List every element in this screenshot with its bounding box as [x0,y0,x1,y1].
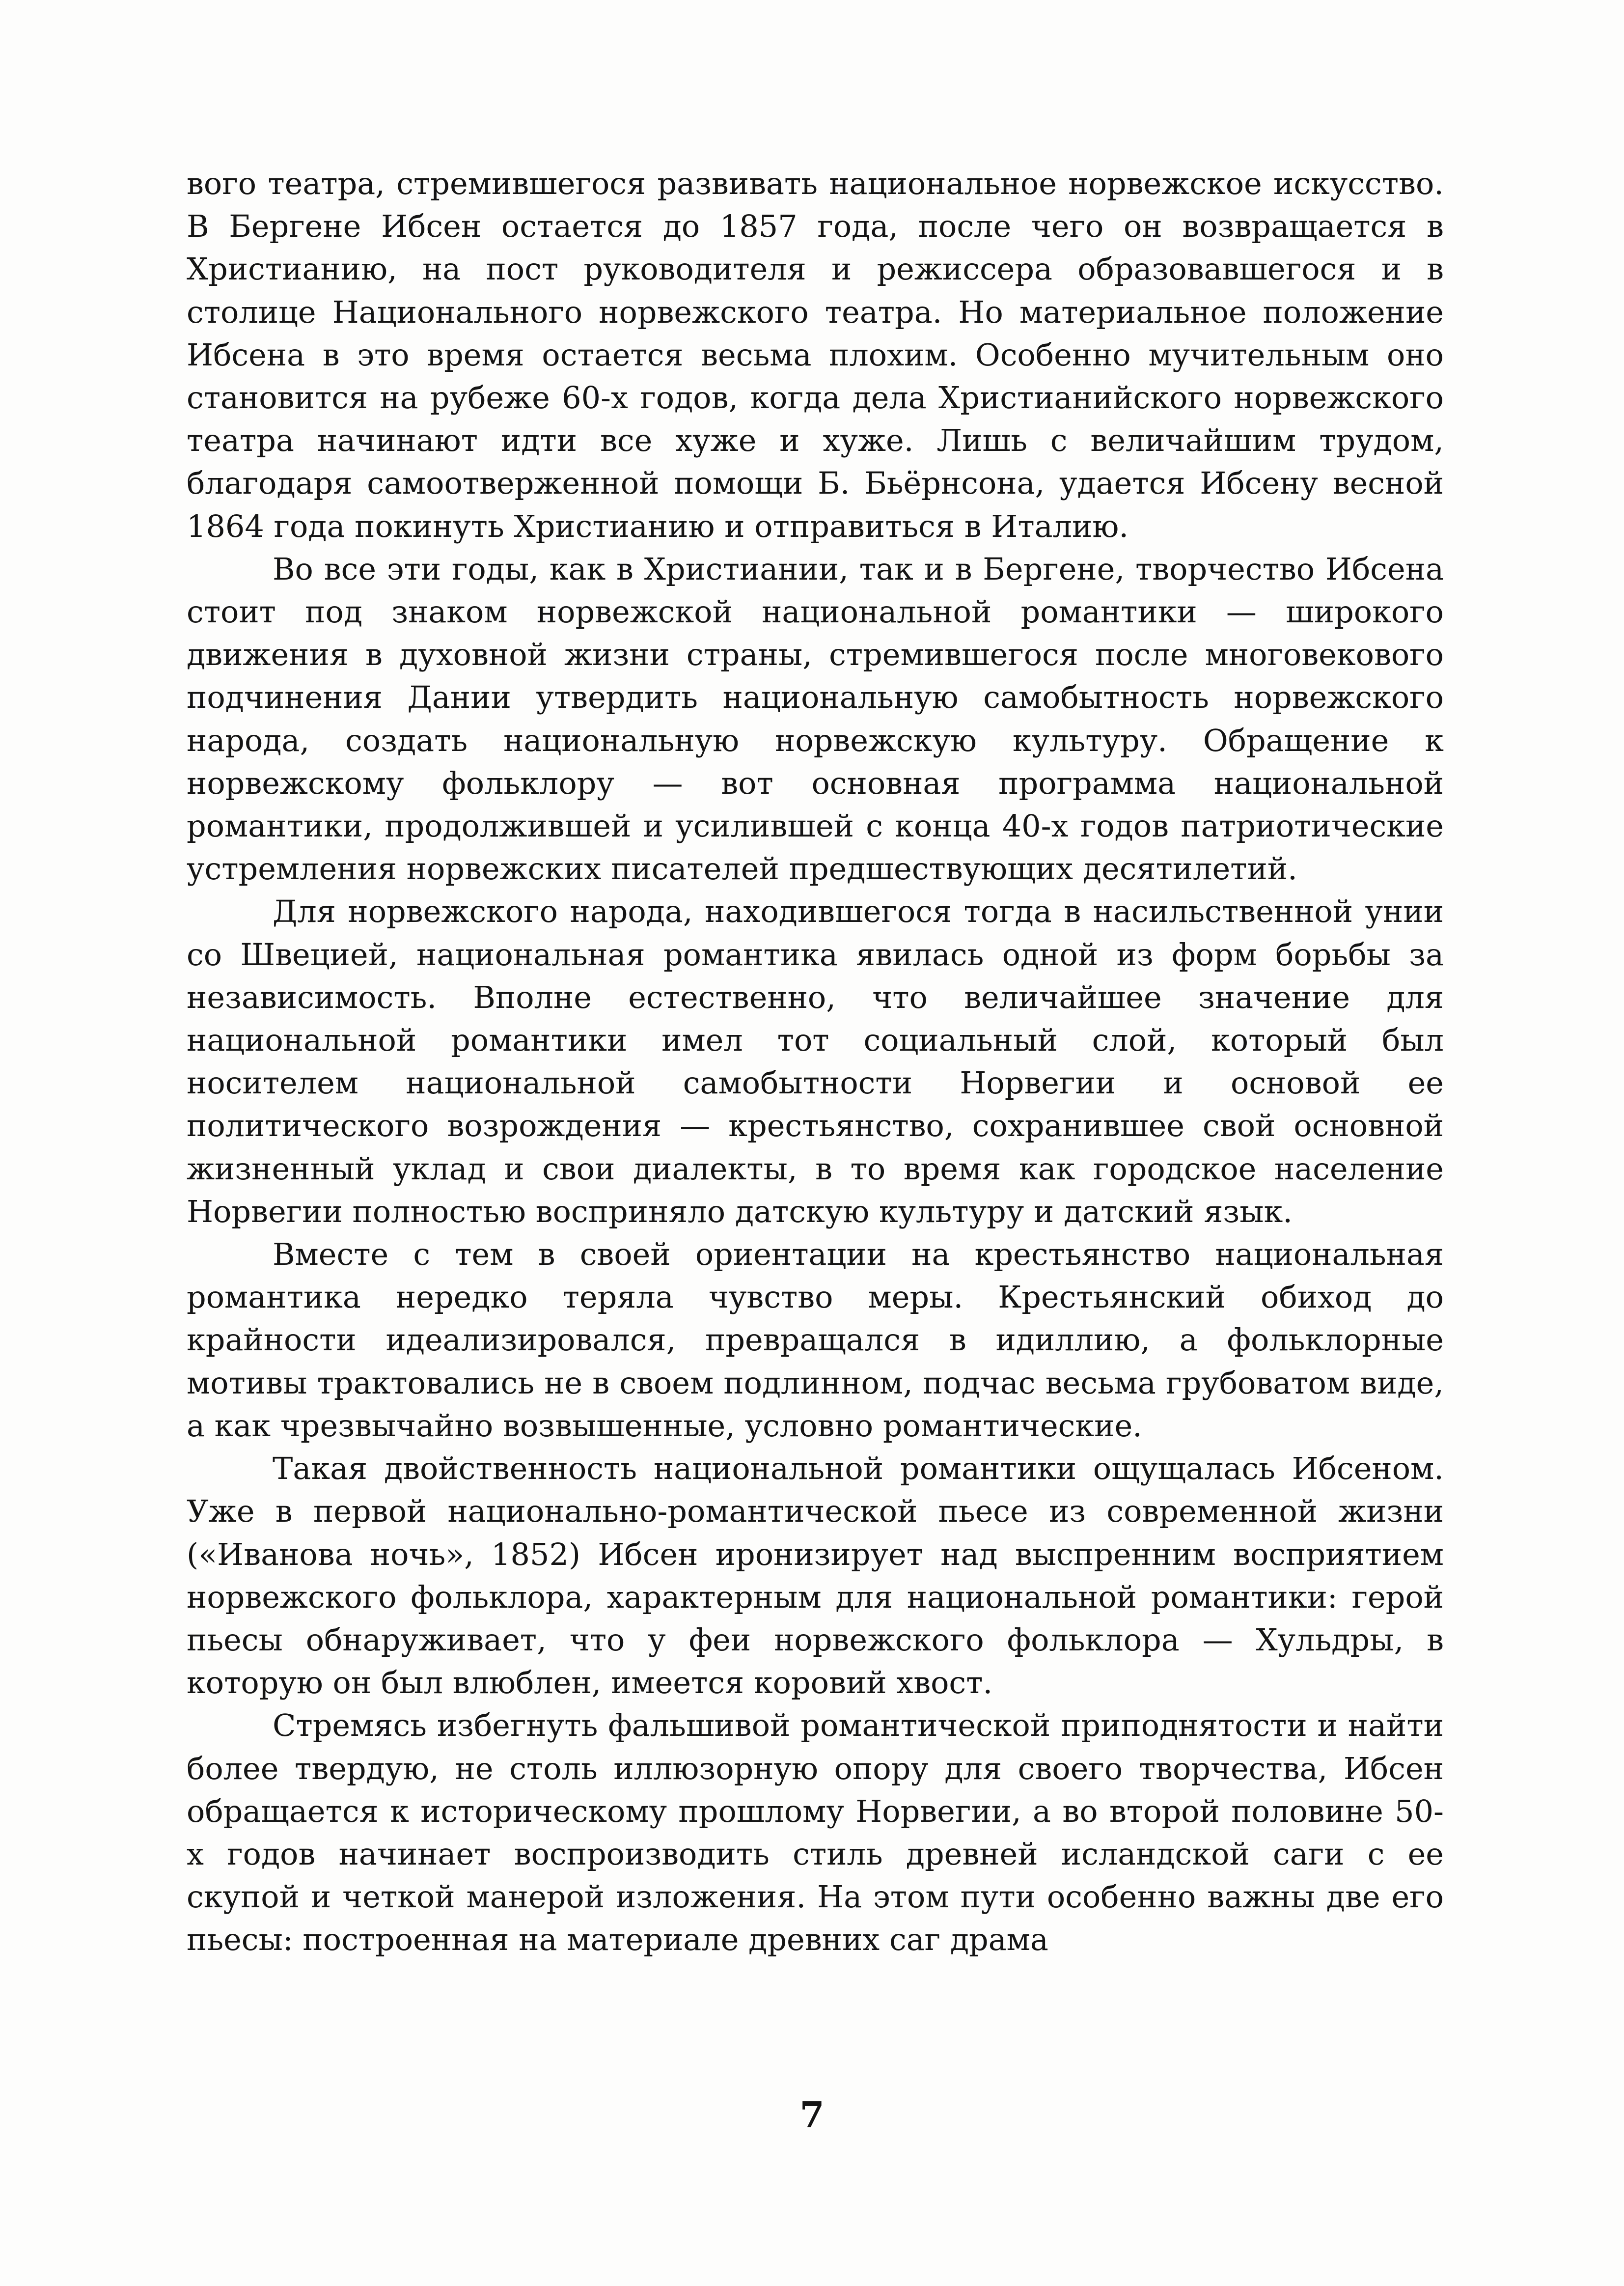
paragraph-6: Стремясь избегнуть фальшивой романтической приподнятости и найти более твердую, не столь иллюзорную опору для своего творчества, Ибсен обращается к историческому прошлому Норвегии, а во второй половине 50-х годов начинает воспроизводить стиль древней исландской саги с ее скупой и четкой манерой изложения. На этом пути особенно важны две его пьесы: построенная на материале древних саг драма [187,1707,1444,1958]
paragraph-4: Вместе с тем в своей ориентации на крестьянство национальная романтика нередко теряла чувство меры. Крестьянский обиход до крайности идеализировался, превращался в идиллию, а фольклорные мотивы трактовались не в своем подлинном, подчас весьма грубоватом виде, а как чрезвычайно возвышенные, условно романтические. [187,1236,1444,1444]
paragraph-3: Для норвежского народа, находившегося тогда в насильственной унии со Швецией, национальная романтика явилась одной из форм борьбы за независимость. Вполне естественно, что величайшее значение для национальной романтики имел тот социальный слой, который был носителем национальной самобытности Норвегии и основой ее политического возрождения — крестьянство, сохранившее свой основной жизненный уклад и свои диалекты, в то время как городское население Норвегии полностью восприняло датскую культуру и датский язык. [187,893,1444,1229]
paragraph-1: вого театра, стремившегося развивать национальное норвежское искусство. В Бергене Ибсен остается до 1857 года, после чего он возвращается в Христианию, на пост руководителя и режиссера образовавшегося и в столице Национального норвежского театра. Но материальное положение Ибсена в это время остается весьма плохим. Особенно мучительным оно становится на рубеже 60-х годов, когда дела Христианийского норвежского театра начинают идти все хуже и хуже. Лишь с величайшим трудом, благодаря самоотверженной помощи Б. Бьёрнсона, удается Ибсену весной 1864 года покинуть Христианию и отправиться в Италию. [187,166,1444,544]
paragraph-2: Во все эти годы, как в Христиании, так и в Бергене, творчество Ибсена стоит под знаком норвежской национальной романтики — широкого движения в духовной жизни страны, стремившегося после многовекового подчинения Дании утвердить национальную самобытность норвежского народа, создать национальную норвежскую культуру. Обращение к норвежскому фольклору — вот основная программа национальной романтики, продолжившей и усилившей с конца 40-х годов патриотические устремления норвежских писателей предшествующих десятилетий. [187,551,1444,887]
page-number: 7 [799,2093,825,2135]
body-text [187,162,1444,1961]
paragraph-5: Такая двойственность национальной романтики ощущалась Ибсеном. Уже в первой национально-романтической пьесе из современной жизни («Иванова ночь», 1852) Ибсен иронизирует над выспренним восприятием норвежского фольклора, характерным для национальной романтики: герой пьесы обнаруживает, что у феи норвежского фольклора — Хульдры, в которую он был влюблен, имеется коровий хвост. [187,1450,1444,1701]
